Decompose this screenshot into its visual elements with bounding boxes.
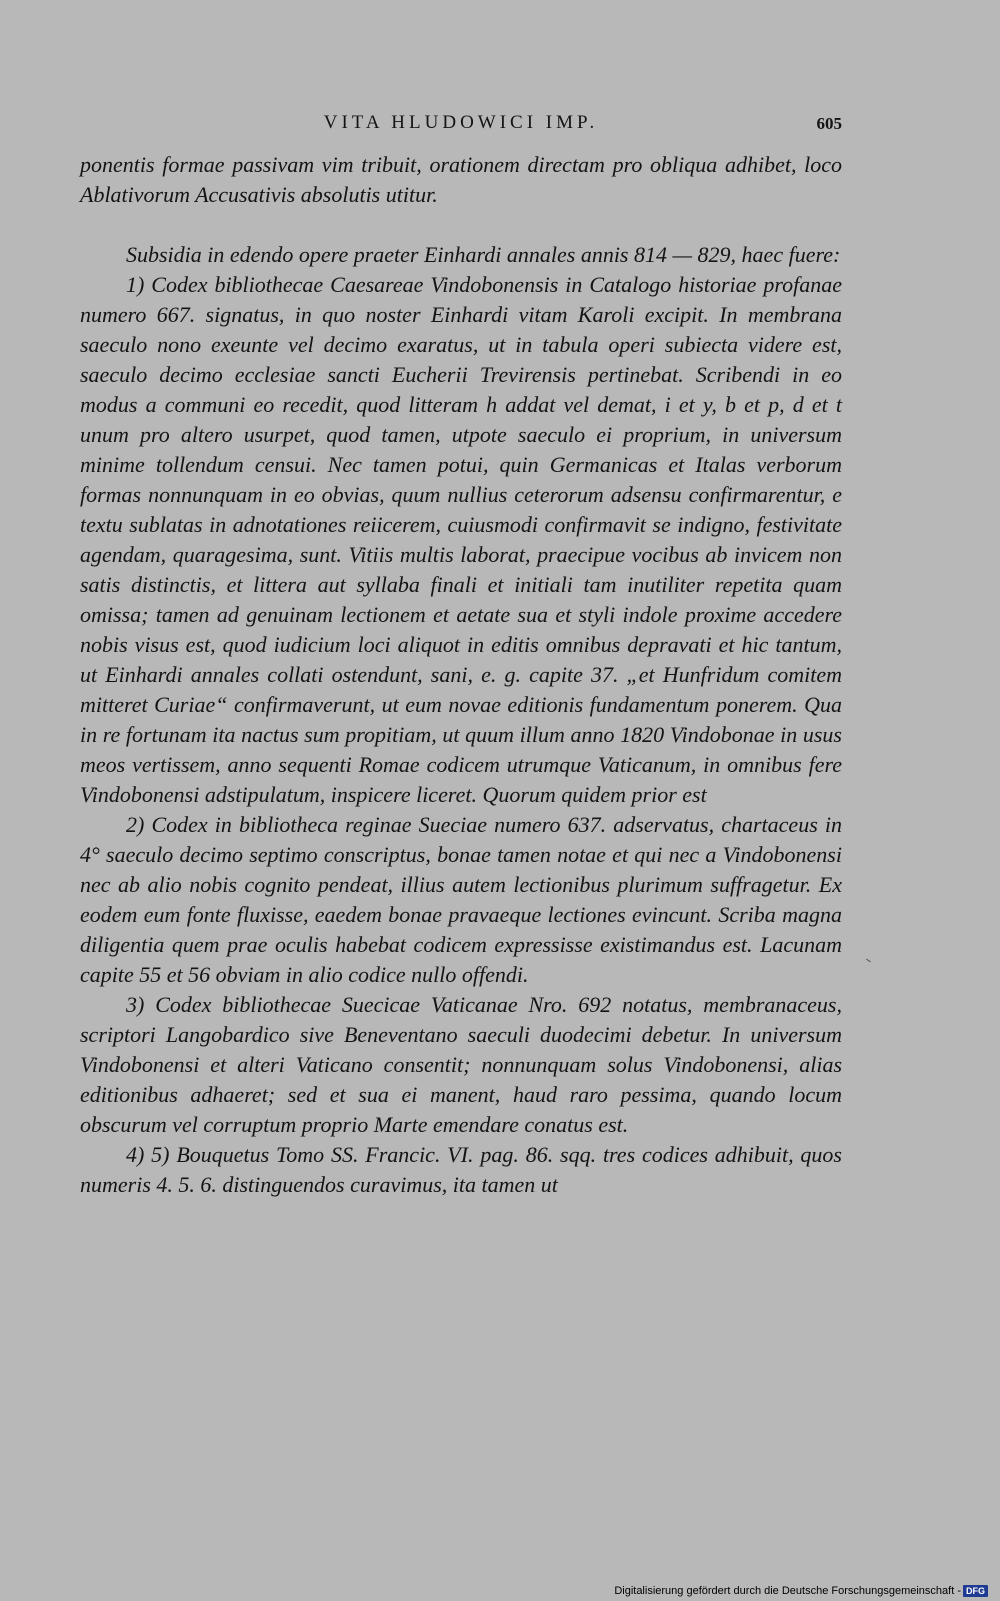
paragraph-codex-2: 2) Codex in bibliotheca reginae Sueciae numero 637. adservatus, chartaceus in 4° saeculo decimo septimo conscriptus, bonae tamen notae et qui nec a Vindobonensi nec ab alio nobis cognito pendeat, illius autem lectionibus plurimum suffragetur. Ex eodem eum fonte fluxisse, eaedem bonae pravaeque lectiones evincunt. Scriba magna diligentia quem prae oculis habebat codicem expressisse existimandus est. Lacunam capite 55 et 56 obviam in alio codice nullo offendi. [80, 812, 842, 987]
margin-mark [866, 959, 871, 963]
footer [614, 1585, 988, 1597]
paragraph-continuation: ponentis formae passivam vim tribuit, orationem directam pro obliqua adhibet, loco Ablativorum Accusativis absolutis utitur. [80, 152, 842, 207]
paragraph-subsidia: Subsidia in edendo opere praeter Einhardi annales annis 814 — 829, haec fuere: [126, 242, 841, 267]
page-number: 605 [816, 114, 842, 133]
body-text [80, 150, 842, 1200]
running-header [80, 112, 842, 138]
paragraph-codex-1: 1) Codex bibliothecae Caesareae Vindobonensis in Catalogo historiae profanae numero 667. signatus, in quo noster Einhardi vitam Karoli excipit. In membrana saeculo nono exeunte vel decimo exaratus, ut in tabula operi subiecta videre est, saeculo decimo ecclesiae sancti Eucherii Trevirensis pertinebat. Scribendi in eo modus a communi eo recedit, quod litteram h addat vel demat, i et y, b et p, d et t unum pro altero usurpet, quod tamen, utpote saeculo ei proprium, in universum minime tollendum censui. Nec tamen potui, quin Germanicas et Italas verborum formas nonnunquam in eo obvias, quum nullius ceterorum adsensu confirmarentur, e textu sublatas in adnotationes reiicerem, cuiusmodi confirmavit se indigno, festivitate agendam, quaragesima, sunt. Vitiis multis laborat, praecipue vocibus ab invicem non satis distinctis, et littera aut syllaba finali et initiali tam inutiliter repetita quam omissa; tamen ad genuinam lectionem et aetate sua et styli indole proxime accedere nobis visus est, quod iudicium loci aliquot in editis omnibus depravati et hic tantum, ut Einhardi annales collati ostendunt, sani, e. g. capite 37. „et Hunfridum comitem mitteret Curiae“ confirmaverunt, ut eum novae editionis fundamentum ponerem. Qua in re fortunam ita nactus sum propitiam, ut quum illum anno 1820 Vindobonae in usus meos vertissem, anno sequenti Romae codicem utrumque Vaticanum, in omnibus fere Vindobonensi adstipulatum, inspicere liceret. Quorum quidem prior est [80, 272, 842, 807]
paragraph-codex-4-5: 4) 5) Bouquetus Tomo SS. Francic. VI. pag. 86. sqq. tres codices adhibuit, quos numeris 4. 5. 6. distinguendos curavimus, ita tamen ut [80, 1142, 842, 1197]
paragraph-codex-3: 3) Codex bibliothecae Suecicae Vaticanae Nro. 692 notatus, membranaceus, scriptori Langobardico sive Beneventano saeculi duodecimi debetur. In universum Vindobonensi et alteri Vaticano consentit; nonnunquam solus Vindobonensi, alias editionibus adhaeret; sed et sua ei manent, haud raro pessima, quando locum obscurum vel corruptum proprio Marte emendare conatus est. [80, 992, 842, 1137]
running-title: VITA HLUDOWICI IMP. [323, 112, 599, 133]
funding-credit: Digitalisierung gefördert durch die Deutsche Forschungsgemeinschaft - [614, 1585, 961, 1597]
dfg-logo: DFG [963, 1585, 988, 1597]
